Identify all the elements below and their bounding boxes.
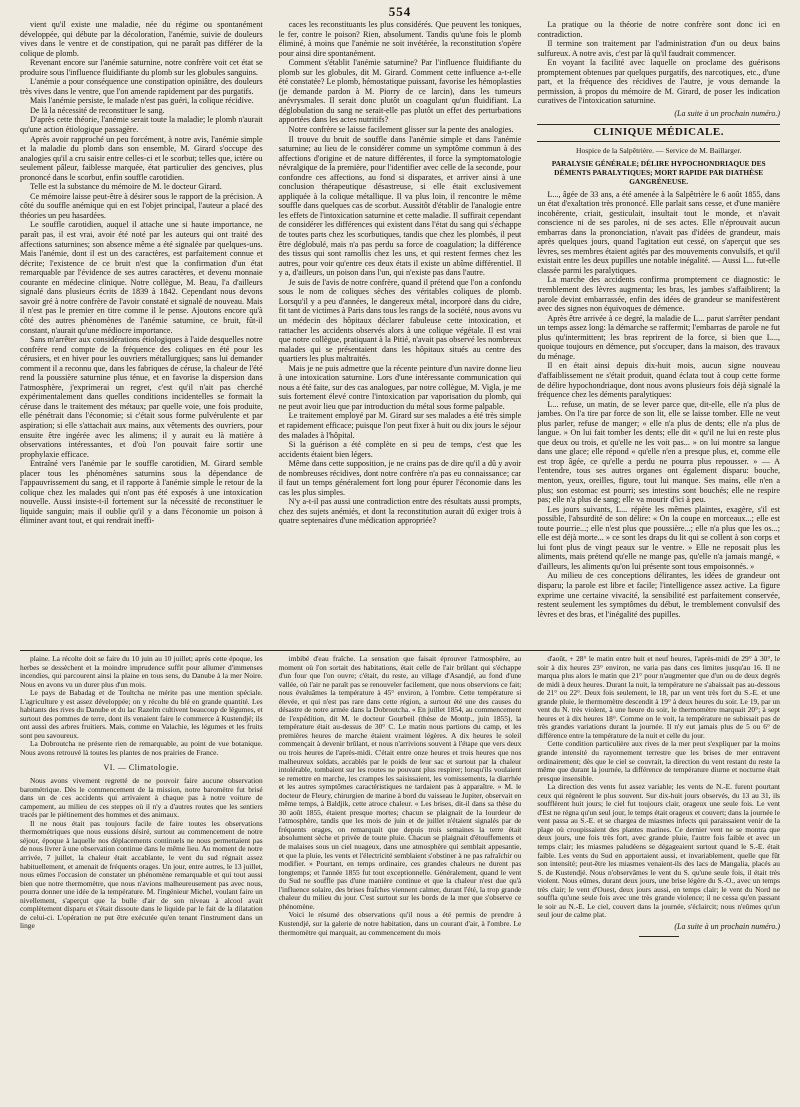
page-number: 554 (388, 4, 412, 19)
paragraph: Comment s'établit l'anémie saturnine? Par l'influence fluidifiante du plomb sur les globules, dit M. Girard. Comment cette influence a-t-elle été constatée? Le plomb, hémostatique puissant, favorise les hémoplasties (je demande pardon à M. Piorry de ce larcin), dans les tumeurs anévrysmales. Il serait donc plutôt un coagulant qu'un fluidifiant. La déglobulation du sang ne serait-elle pas plutôt un effet des perturbations apportées dans les actes nutritifs? (278, 58, 522, 125)
end-rule (639, 936, 679, 937)
bottom-column-1 (20, 655, 263, 1093)
paragraph: Mais je ne puis admettre que la récente peinture d'un navire donne lieu à une intoxication saturnine. Lors d'une intéressante communication qui nous a été faite, sur des cas analogues, par notre collègue, M. Vigla, je me suis fortement élevé contre l'intoxication par vaporisation du plomb, qui ne peut avoir lieu que par introduction du métal sous forme palpable. (278, 363, 522, 411)
paragraph: caces les reconstituants les plus considérés. Que peuvent les toniques, le fer, contre le poison? Rien, absolument. Tandis qu'une fois le plomb éliminé, à moins que l'anémie ne soit invétérée, la reconstitution s'opère pour ainsi dire spontanément. (278, 20, 522, 58)
paragraph: Après être arrivée à ce degré, la maladie de L... parut s'arrêter pendant un temps assez long: la démarche se raffermit; l'embarras de parole ne fut plus qu'intermittent; les bras reprirent de la force, si bien que L..., quoique toujours en démence, put s'occuper, dans la maison, des travaux du ménage. (537, 313, 780, 361)
top-section (20, 20, 780, 647)
top-column-2 (279, 20, 522, 647)
continuation-note: (La suite à un prochain numéro.) (674, 108, 780, 118)
paragraph: Mais l'anémie persiste, le malade n'est pas guéri, la colique récidive. (30, 96, 254, 106)
paragraph: Voici le résumé des observations qu'il nous a été permis de prendre à Kustendjé, sur la galerie de notre habitation, dans un courant d'air, à l'ombre. Le thermomètre qui marquait, au commencement du mois (278, 910, 522, 937)
bottom-column-2 (279, 655, 522, 1093)
paragraph: La Dobroutcha ne présente rien de remarquable, au point de vue botanique. Nous avons retrouvé là toutes les plantes de nos prairies de France. (20, 739, 263, 758)
continuation-note-bottom: (La suite à un prochain numéro.) (674, 921, 780, 931)
paragraph: vient qu'il existe une maladie, née du régime ou spontanément développée, qui débute par la décoloration, l'anémie, suivie de douleurs vives dans le ventre et de constipation, qui ne paraît pas différer de la colique de plomb. (20, 20, 263, 58)
paragraph: D'après cette théorie, l'anémie serait toute la maladie; le plomb n'aurait qu'une action étiologique passagère. (20, 115, 263, 135)
top-column-1 (20, 20, 263, 647)
bottom-section (20, 655, 780, 1093)
paragraph: La pratique ou la théorie de notre confrère sont donc ici en contradiction. (537, 20, 780, 39)
paragraph: Entraîné vers l'anémie par le souffle carotidien, M. Girard semble placer tous les phénomènes saturnins sous la dépendance de l'appauvrissement du sang, et il rapporte à l'anémie simple le retour de la colique chez les malades qui n'ont pas été exposés à une intoxication nouvelle. Aussi insiste-t-il fortement sur la nécessité de reconstituer le liquide sanguin; mais il oublie qu'il y a dans l'économie un poison à éliminer avant tout, et qui rendrait ineffi- (20, 459, 263, 526)
paragraph: Revenant encore sur l'anémie saturnine, notre confrère voit cet état se produire sous l'influence fluidifiante du plomb sur les globules sanguins. (20, 58, 263, 77)
paragraph: Même dans cette supposition, je ne crains pas de dire qu'il a dû y avoir de nombreuses récidives, dont notre confrère n'a pas eu connaissance; car il faut un temps généralement fort long pour épurer l'économie dans les cas les plus simples. (278, 459, 522, 497)
paragraph: Après avoir rapproché un peu forcément, à notre avis, l'anémie simple et la maladie du plomb dans son ensemble, M. Girard s'occupe des analogies qu'il a cru saisir entre celles-ci et le scorbut; telles que, ictère ou seulement pâleur, faiblesse marquée, état particulier des gencives, plus prononcé dans le scorbut, enfin souffle carotidien. (20, 134, 263, 182)
paragraph: Ce mémoire laisse peut-être à désirer sous le rapport de la précision. A côté du souffle anémique qui en est l'objet principal, l'auteur a placé des théories un peu hasardées. (20, 191, 263, 220)
paragraph: Je suis de l'avis de notre confrère, quand il prétend que l'on a confondu sous le nom de coliques sèches des véritables coliques de plomb. Lorsqu'il y a peu d'années, le dangereux métal, incorporé dans du cidre, fit tant de victimes à Paris dans tous les rangs de la société, nous avons vu un médecin des hôpitaux déclarer fabuleuse cette intoxication, et rattacher les accidents observés alors à une colique végétale. Il est vrai que notre collègue, pratiquant à la Pitié, n'avait pas observé les nombreux malades qui se présentaient dans les hôpitaux situés au centre des quartiers les plus maltraités. (278, 277, 522, 364)
paragraph: d'août, + 28° le matin entre huit et neuf heures, l'après-midi de 29° à 30°, le soir à dix heures 23° environ, ne varia pas dans ces limites jusqu'au 16. Il ne marqua plus alors le matin que 21° pour n'augmenter que d'un ou de deux degrés de midi à deux heures. Durant la nuit, la température ne s'abaissait pas au-dessous de 21° ou 22°. Deux fois seulement, le 18, par un vent très fort du S.-E. et une grande pluie, le thermomètre descendit à 19° à deux heures du soir. Le 19, par un vent du N. très violent, à une heure du soir, le thermomètre marquait 20°; à sept heures et à dix heures 18°. Comme on le voit, la température ne subissait pas de très grandes variations durant la journée. Il n'y eut jamais plus de 5 ou 6° de différence entre la température de la nuit et celle du jour. (537, 655, 780, 740)
paragraph: Cette condition particulière aux rives de la mer peut s'expliquer par la moins grande intensité du rayonnement terrestre que les brises de mer entravent ordinairement; dès que le ciel se couvrait, la direction du vent restant du reste la même que durant la journée, la différence de température diurne et nocturne était presque insensible. (537, 739, 780, 783)
paragraph: Au milieu de ces conceptions délirantes, les idées de grandeur ont disparu; la parole est libre et facile; l'intelligence assez active. La figure exprime une certaine vivacité, la sensibilité est parfaitement conservée, restent seulement les symptômes du début, le tremblement convulsif des lèvres et des bras, et l'inégalité des pupilles. (537, 571, 780, 619)
paragraph: N'y a-t-il pas aussi une contradiction entre des résultats aussi prompts, chez des sujets anémiés, et dont la reconstitution aurait dû exiger trois à quatre septenaires d'une médication appropriée? (278, 497, 522, 526)
paragraph: Le souffle carotidien, auquel il attache une si haute importance, ne paraît pas, il est vrai, avoir été noté par les auteurs qui ont traité des affections saturnines; son absence même a été signalée par quelques-uns. Mais l'anémie, dont il est un des caractères, est parfaitement connue et décrite; l'existence de ce bruit n'est que la confirmation d'un état remarquable par l'évidence de ses autres caractères, et devenu monnaie courante en médecine clinique. Notre collègue, M. Beau, l'a d'ailleurs signalé dans plusieurs écrits de 1839 à 1842. Cependant nous devons savoir gré à notre confrère de l'avoir constaté et signalé de nouveau. Mais il n'est pas le premier en titre comme il le pense. Ajoutons encore qu'à côté des autres phénomènes de l'anémie saturnine, ce bruit, fût-il constant, n'aurait qu'une médiocre importance. (20, 220, 263, 335)
paragraph: Il termine son traitement par l'administration d'un ou deux bains sulfureux. A notre avis, c'est par là qu'il faudrait commencer. (537, 39, 780, 58)
paragraph: imbibé d'eau fraîche. La sensation que faisait éprouver l'atmosphère, au moment où l'on sortait des habitations, était celle de l'air brûlant qui s'échappe d'un four que l'on ouvre; c'était, du reste, au village d'Asandjé, au fond d'une vallée, où l'air ne paraît pas se renouveler facilement, que nous observions ce fait; nous évaluâmes la température à 45° environ, à l'ombre. Cette température si élevée, et qui n'est pas rare dans cette région, a surtout été une des causes du désastre de notre armée dans la Dobroutcha. « En juillet 1854, au commencement de l'expédition, dit M. le docteur Gourbeil (thèse de Montp., juin 1855), la température était au-dessus de 30° C. Le matin nous partions du camp, et les premières heures de marche étaient vraiment légères. A dix heures le soleil commençait à devenir brûlant, et nous n'arrivions souvent à l'étape que vers deux ou trois heures de l'après-midi. C'était entre onze heures et trois heures que nos malheureux soldats, accablés par le poids de leur sac et surtout par la chaleur intolérable, tombaient sur les routes ne pouvant plus respirer; lorsqu'ils voulaient se remettre en marche, les crampes les saisissaient, les vomissements, la diarrhée et les autres symptômes caractéristiques ne tardaient pas à apparaître. » M. le docteur de Fleury, chirurgien de marine à bord du vaisseau le Jupiter, observait en même temps, à Baldjik, cette atroce chaleur. « Les brises, dit-il dans sa thèse du 30 août 1855, étaient presque mortes; chacun se plaignait de la lourdeur de l'atmosphère, tandis que les mois de juin et de juillet n'étaient signalés par de fréquents orages, on remarquait que depuis trois semaines la terre était absolument sèche et privée de toute pluie. Chacun se plaignait d'étouffements et de malaises sous un ciel nuageux, dans une atmosphère qui semblait appesantie, et que la pluie, les vents et l'électricité semblaient s'obstiner à ne pas rafraîchir ou modifier. » Pourtant, en temps ordinaire, ces grandes chaleurs ne durent pas longtemps; et l'année 1855 fut tout exceptionnelle. Généralement, quand le vent du Sud ne souffle pas d'une manière continue et que la chaleur n'est due qu'à l'influence solaire, des brises fraîches viennent calmer, durant l'été, la trop grande chaleur du milieu du jour. C'est surtout sur les bords de la mer que s'observe ce phénomène. (278, 655, 522, 911)
paragraph: Il trouve du bruit de souffle dans l'anémie simple et dans l'anémie saturnine; au lieu de le considérer comme un symptôme commun à des affections d'origine et de nature différentes, il force la symptomatologie névralgique de la première, pour l'identifier avec celle de la seconde, pour confondre ces affections, au fond si disparates, et arriver ainsi à une conclusion thérapeutique désastreuse, si elle était exclusivement appliquée à la colique métallique. Il va plus loin, il rencontre le même souffle dans quelques cas de scorbut. Aussitôt d'établir de l'analogie entre les effets de l'intoxication saturnine et cette maladie. Il suffirait cependant de considérer les différences qui existent dans l'état du sang qui s'échappe de toutes parts chez les scorbutiques, tandis que chez les plombés, il peut être déglobulé, mais n'a pas perdu sa force de coagulation; la différence des tissus qui sont ramollis chez les uns, et qui restent fermes chez les autres, pour voir qu'entre ces deux états il existe un abîme différentiel. Il y a, d'ailleurs, un poison dans l'un, qui n'existe pas dans l'autre. (278, 134, 522, 278)
paragraph: Les jours suivants, L... répète les mêmes plaintes, exagère, s'il est possible, l'absurdité de son délire: « On la coupe en morceaux...; elle est toute pourrie...; elle n'est plus que poussière...; elle n'a plus que les os...; elle est déjà morte... » ce sont les draps du lit qui se collent à son corps et lui font plus de vingt peaux sur le ventre. » Elle ne reposait plus les aliments, mais prétend qu'elle ne mange pas, qu'elle n'a jamais mangé, « d'ailleurs, les aliments qu'on lui présente sont tous empoisonnés. » (537, 504, 780, 571)
hospice-line: Hospice de la Salpêtrière. — Service de M. Baillarger. (575, 146, 742, 156)
paragraph: Le traitement employé par M. Girard sur ses malades a été très simple et rapidement efficace; puisque l'on peut fixer à huit ou dix jours le séjour des malades à l'hôpital. (278, 411, 522, 440)
paragraph: L..., âgée de 33 ans, a été amenée à la Salpêtrière le 6 août 1855, dans un état d'exaltation très prononcé. Elle parlait sans cesse, et d'une manière incohérente, criait, gesticulait, insultait tout le monde, et n'avait conscience ni de ses paroles, ni de ses actes. Elle n'éprouvait aucun embarras dans la prononciation, n'avait pas d'idées de grandeur, mais après quelques jours, quand l'agitation eut cessé, on s'aperçut que ses lèvres, ses membres étaient agités par des mouvements convulsifs, et qu'il existait entre les deux pupilles une notable inégalité. — Aussi L... fut-elle classée parmi les paralytiques. (537, 189, 780, 275)
paragraph: La direction des vents fut assez variable; les vents de N.-E. furent pourtant ceux qui régnèrent le plus souvent. Sur dix-huit jours observés, du 13 au 31, ils soufflèrent huit jours; le ciel fut toujours clair, orageux une seule fois. Le vent d'Est ne régna qu'un seul jour, le temps était orageux et couvert; dans la journée le vent passa au S.-E. et se chargea de miasmes infects qui paraissaient venir de la plage où croupissaient des plantes marines. Ce dernier vent ne se montra que deux jours, une fois très fort, avec grande pluie, l'autre fois faible et avec un temps clair; les miasmes paludéens se dégageaient surtout quand le S.-E. était faible. Les vents du Sud en apportaient aussi, et invariablement, quelle que fût son intensité; peut-être les miasmes venaient-ils des lacs de Mangalia, placés au S. de Kustendjé. Nous n'observâmes le vent du S. qu'une seule fois, il était très violent. Nous eûmes, durant deux jours, une brise légère du S.-O., avec un temps très clair; le vent d'Ouest, deux jours aussi, en temps clair; le vent du Nord ne souffla qu'une seule fois avec une très grande violence; il ne cessa qu'en passant le soir au N.-E. Le ciel, couvert dans la journée, s'éclaircit; nous n'eûmes qu'un seul jour de calme plat. (537, 782, 780, 920)
bottom-column-3 (537, 655, 780, 1093)
paragraph: Il ne nous était pas toujours facile de faire toutes les observations thermométriques que nous eussions désiré, surtout au commencement de notre séjour, époque à laquelle nos déplacements continuels ne nous permettaient pas de nous livrer à une observation continue dans le même lieu. Au moment de notre arrivée, 7 juillet, la chaleur était accablante, le vent du sud régnait assez habituellement, et amenait de fréquents orages. Un jour, entre autres, le 13 juillet, nous eûmes l'occasion de constater un phénomène remarquable et qui tout aussi bien que notre thermomètre, que nous n'avions malheureusement pas avec nous, pourra donner une idée de la température. M. l'ingénieur Michel, voulant faire un nivellement, s'aperçut que la bulle d'air de son niveau à alcool avait complètement disparu et s'était dissoute dans le liquide par le fait de la dilatation de celui-ci. L'opération ne put être exécutée qu'en tenant l'instrument dans un linge (20, 818, 263, 931)
paragraph: Nous avons vivement regretté de ne pouvoir faire aucune observation barométrique. Dès le commencement de la mission, notre baromètre fut brisé dans un de ces accidents qui arrivaient à chaque pas à notre voiture de campement, au milieu de ces steppes où il n'y a d'autres routes que les sentiers tracés par le piétinement des hommes et des animaux. (20, 776, 263, 820)
paragraph: L... refuse, un matin, de se lever parce que, dit-elle, elle n'a plus de jambes. On l'a tire par force de son lit, elle se laisse tomber. Elle ne veut plus parler, refuse de manger; « elle n'a plus de dents; elle n'a plus de langue. » On lui fait tomber les dents; elle dit « qu'il ne lui en reste plus que deux ou trois, et qu'elle ne les voit pas... » on lui montre sa langue dans une glace; elle répond « qu'elle n'en a presque plus, et, comme elle est trop âgée, ce qu'elle a perdu ne pourra plus repousser. » — A l'entendre, tous ses autres organes ont également disparu: bouche, menton, yeux, oreilles, figure, tout lui manque. Ses mains, elle n'en a plus; son estomac est pourri; ses intestins sont bouchés; elle ne respire pas; elle n'a plus de sang; elle va mourir d'ici à peu. (537, 399, 780, 505)
paragraph: Le pays de Babadag et de Toultcha ne mérite pas une mention spéciale. L'agriculture y est assez développée; on y récolte du blé en grande quantité. Les habitants des rives du Danube et du lac Razelm cultivent beaucoup de légumes, et surtout des pommes de terre, dont ils venaient faire le commerce à Kustendjé; ils ont aussi des arbres fruitiers. Mais, comme en Valachie, les légumes et les fruits sont peu savoureux. (20, 688, 263, 740)
top-column-3 (537, 20, 780, 647)
horizontal-divider (20, 650, 780, 651)
paragraph: L'anémie a pour conséquence une constipation opiniâtre, des douleurs très vives dans le ventre, que l'on amende rapidement par des purgatifs. (20, 77, 263, 96)
paragraph: En voyant la facilité avec laquelle on proclame des guérisons promptement obtenues par quelques purgatifs, des narcotiques, etc., d'une part, et la fréquence des récidives de l'autre, je vous demande la permission, à propos du mémoire de M. Girard, de poser les indication curatives de l'intoxication saturnine. (537, 58, 780, 106)
section-heading-climatologie: VI. — Climatologie. (103, 762, 180, 772)
paragraph: Il en était ainsi depuis dix-huit mois, aucun signe nouveau d'affaiblissement ne s'était produit, quand éclata tout à coup cette forme de délire hypochondriaque, dont nous avons plusieurs fois déjà signalé la fréquence chez les déments paralytiques: (537, 361, 780, 400)
paragraph: Telle est la substance du mémoire de M. le docteur Girard. (30, 182, 222, 192)
paragraph: De là la nécessité de reconstituer le sang. (30, 105, 165, 115)
paragraph: plaine. La récolte doit se faire du 10 juin au 10 juillet; après cette époque, les herbes se dessèchent et la moindre imprudence suffit pour allumer d'immenses incendies, qui parcourent ainsi la plaine en tous sens, du Danube à la mer Noire. Nous en avons vu un durer plus d'un mois. (20, 655, 263, 689)
case-title: PARALYSIE GÉNÉRALE; DÉLIRE HYPOCHONDRIAQUE DES DÉMENTS PARALYTIQUES; MORT RAPIDE PAR DIATHÈSE GANGRÉNEUSE. (551, 158, 766, 186)
paragraph: Si la guérison a été complète en si peu de temps, c'est que les accidents étaient bien légers. (278, 440, 522, 459)
paragraph: Notre confrère se laisse facilement glisser sur la pente des analogies. (288, 125, 514, 135)
paragraph: Sans m'arrêter aux considérations étiologiques à l'aide desquelles notre confrère rend compte de la fréquence des coliques en été pour les cérusiers, et en hiver pour les ouvriers métallurgiques; sans lui demander comment il a reconnu que, dans les fabriques de céruse, la chaleur de l'été rend la poussière saturnine plus ténue, et en favorise la dispersion dans l'atmosphère, j'exprimerai un regret, c'est qu'il n'ait pas cherché expérimentalement dans quelles conditions incidentelles se formait la céruse dans le traitement des métaux; par quelle voie, une fois produite, elle pénétrait dans l'économie; si c'était sous forme pulvérulente et par aspiration; si elle s'attachait aux mains, aux vêtements des ouvriers, pour ensuite être ingérée avec les alimens; il y aurait eu là matière à observations intéressantes, et d'où l'on pouvait faire sortir une prophylaxie efficace. (20, 335, 263, 459)
section-title-clinique: CLINIQUE MÉDICALE. (537, 124, 780, 142)
paragraph: La marche des accidents confirma promptement ce diagnostic: le tremblement des lèvres augmenta; les bras, les jambes s'affaiblirent; la parole devint embarrassée, enfin des idées de grandeur se manifestèrent avec des signes non équivoques de démence. (537, 275, 780, 314)
